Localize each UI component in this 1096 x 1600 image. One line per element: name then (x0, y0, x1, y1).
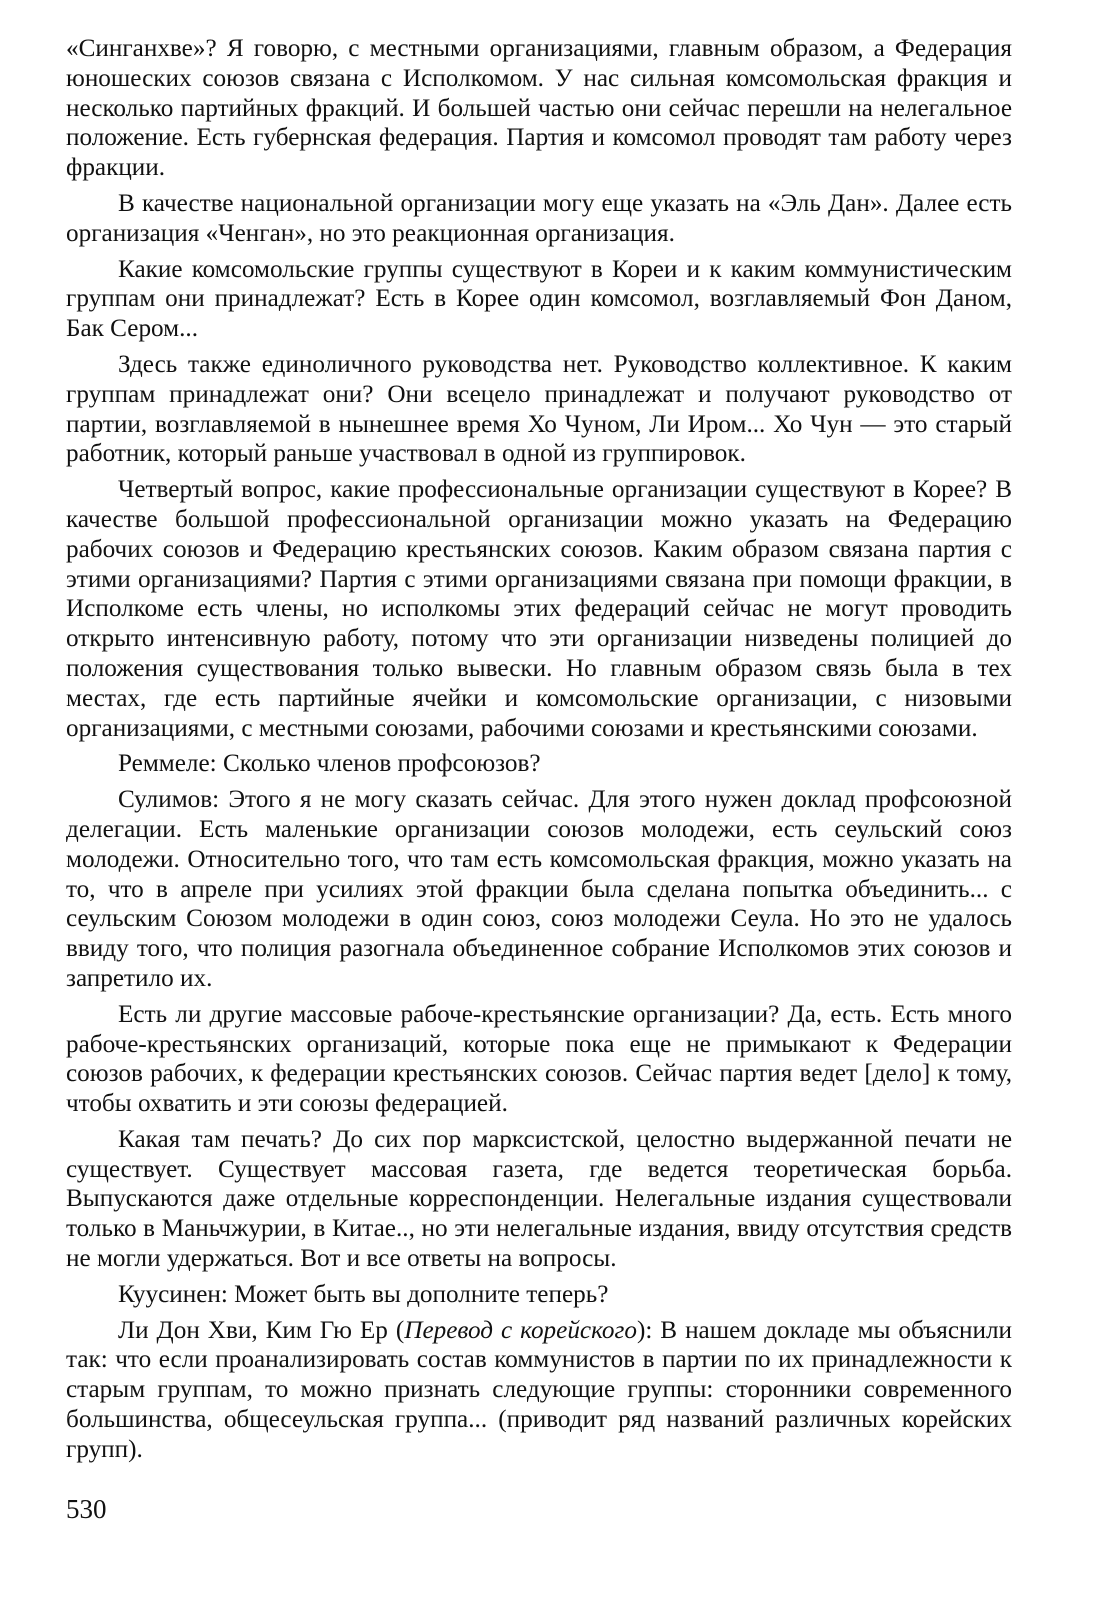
paragraph: Есть ли другие массовые рабоче-крестьянские организации? Да, есть. Есть много рабоче-крестьянских организаций, которые пока еще не примыкают к Федерации союзов рабочих, к федерации крестьянских союзов. Сейчас партия ведет [дело] к тому, чтобы охватить и эти союзы федерацией. (66, 1000, 1012, 1118)
translation-note: Перевод с корейского (404, 1316, 637, 1344)
paragraph: Сулимов: Этого я не могу сказать сейчас. Для этого нужен доклад профсоюзной делегации. Есть маленькие организации союзов молодежи, есть сеульский союз молодежи. Относительно того, что там есть комсомольская фракция, можно указать на то, что в апреле при усилиях этой фракции была сделана попытка объединить... с сеульским Союзом молодежи в один союз, союз молодежи Сеула. Но это не удалось ввиду того, что полиция разогнала объединенное собрание Исполкомов этих союзов и запретило их. (66, 786, 1012, 992)
paragraph: Четвертый вопрос, какие профессиональные организации существуют в Корее? В качестве большой профессиональной организации можно указать на Федерацию рабочих союзов и Федерацию крестьянских союзов. Каким образом связана партия с этими организациями? Партия с этими организациями связана при помощи фракции, в Исполкоме есть члены, но исполкомы этих федераций сейчас не могут проводить открыто интенсивную работу, потому что эти организации низведены полицией до положения существования только вывески. Но главным образом связь была в тех местах, где есть партийные ячейки и комсомольские организации, с низовыми организациями, с местными союзами, рабочими союзами и крестьянскими союзами. (66, 476, 1012, 742)
paragraph: «Синганхве»? Я говорю, с местными организациями, главным образом, а Федерация юношеских союзов связана с Исполкомом. У нас сильная комсомольская фракция и несколько партийных фракций. И большей частью они сейчас перешли на нелегальное положение. Есть губернская федерация. Партия и комсомол проводят там работу через фракции. (66, 35, 1012, 182)
paragraph: Какие комсомольские группы существуют в Кореи и к каким коммунистическим группам они принадлежат? Есть в Корее один комсомол, возглавляемый Фон Даном, Бак Сером... (66, 255, 1012, 343)
paragraph: Здесь также единоличного руководства нет. Руководство коллективное. К каким группам принадлежат они? Они всецело принадлежат и получают руководство от партии, возглавляемой в нынешнее время Хо Чуном, Ли Иром... Хо Чун — это старый работник, который раньше участвовал в одной из группировок. (66, 350, 1012, 468)
page-body (66, 34, 1012, 1471)
paragraph: Реммеле: Сколько членов профсоюзов? (118, 750, 541, 778)
paragraph: В качестве национальной организации могу еще указать на «Эль Дан». Далее есть организация «Ченган», но это реакционная организация. (66, 189, 1012, 247)
paragraph-text: ): В нашем докладе мы объяснили так: что если проанализировать состав коммунистов в партии по их принадлежности к старым группам, то можно признать следующие группы: сторонники современного большинства, общесеульская группа... (приводит ряд названий различных корейских групп). (66, 1316, 1013, 1463)
page-number: 530 (66, 1494, 107, 1524)
speaker-names: Ли Дон Хви, Ким Гю Ер ( (118, 1316, 405, 1344)
paragraph-last (66, 1316, 1012, 1465)
paragraph: Какая там печать? До сих пор марксистской, целостно выдержанной печати не существует. Существует массовая газета, где ведется теоретическая борьба. Выпускаются даже отдельные корреспонденции. Нелегальные издания существовали только в Маньчжурии, в Китае.., но эти нелегальные издания, ввиду отсутствия средств не могли удержаться. Вот и все ответы на вопросы. (66, 1125, 1012, 1273)
paragraph: Куусинен: Может быть вы дополните теперь? (118, 1280, 609, 1308)
